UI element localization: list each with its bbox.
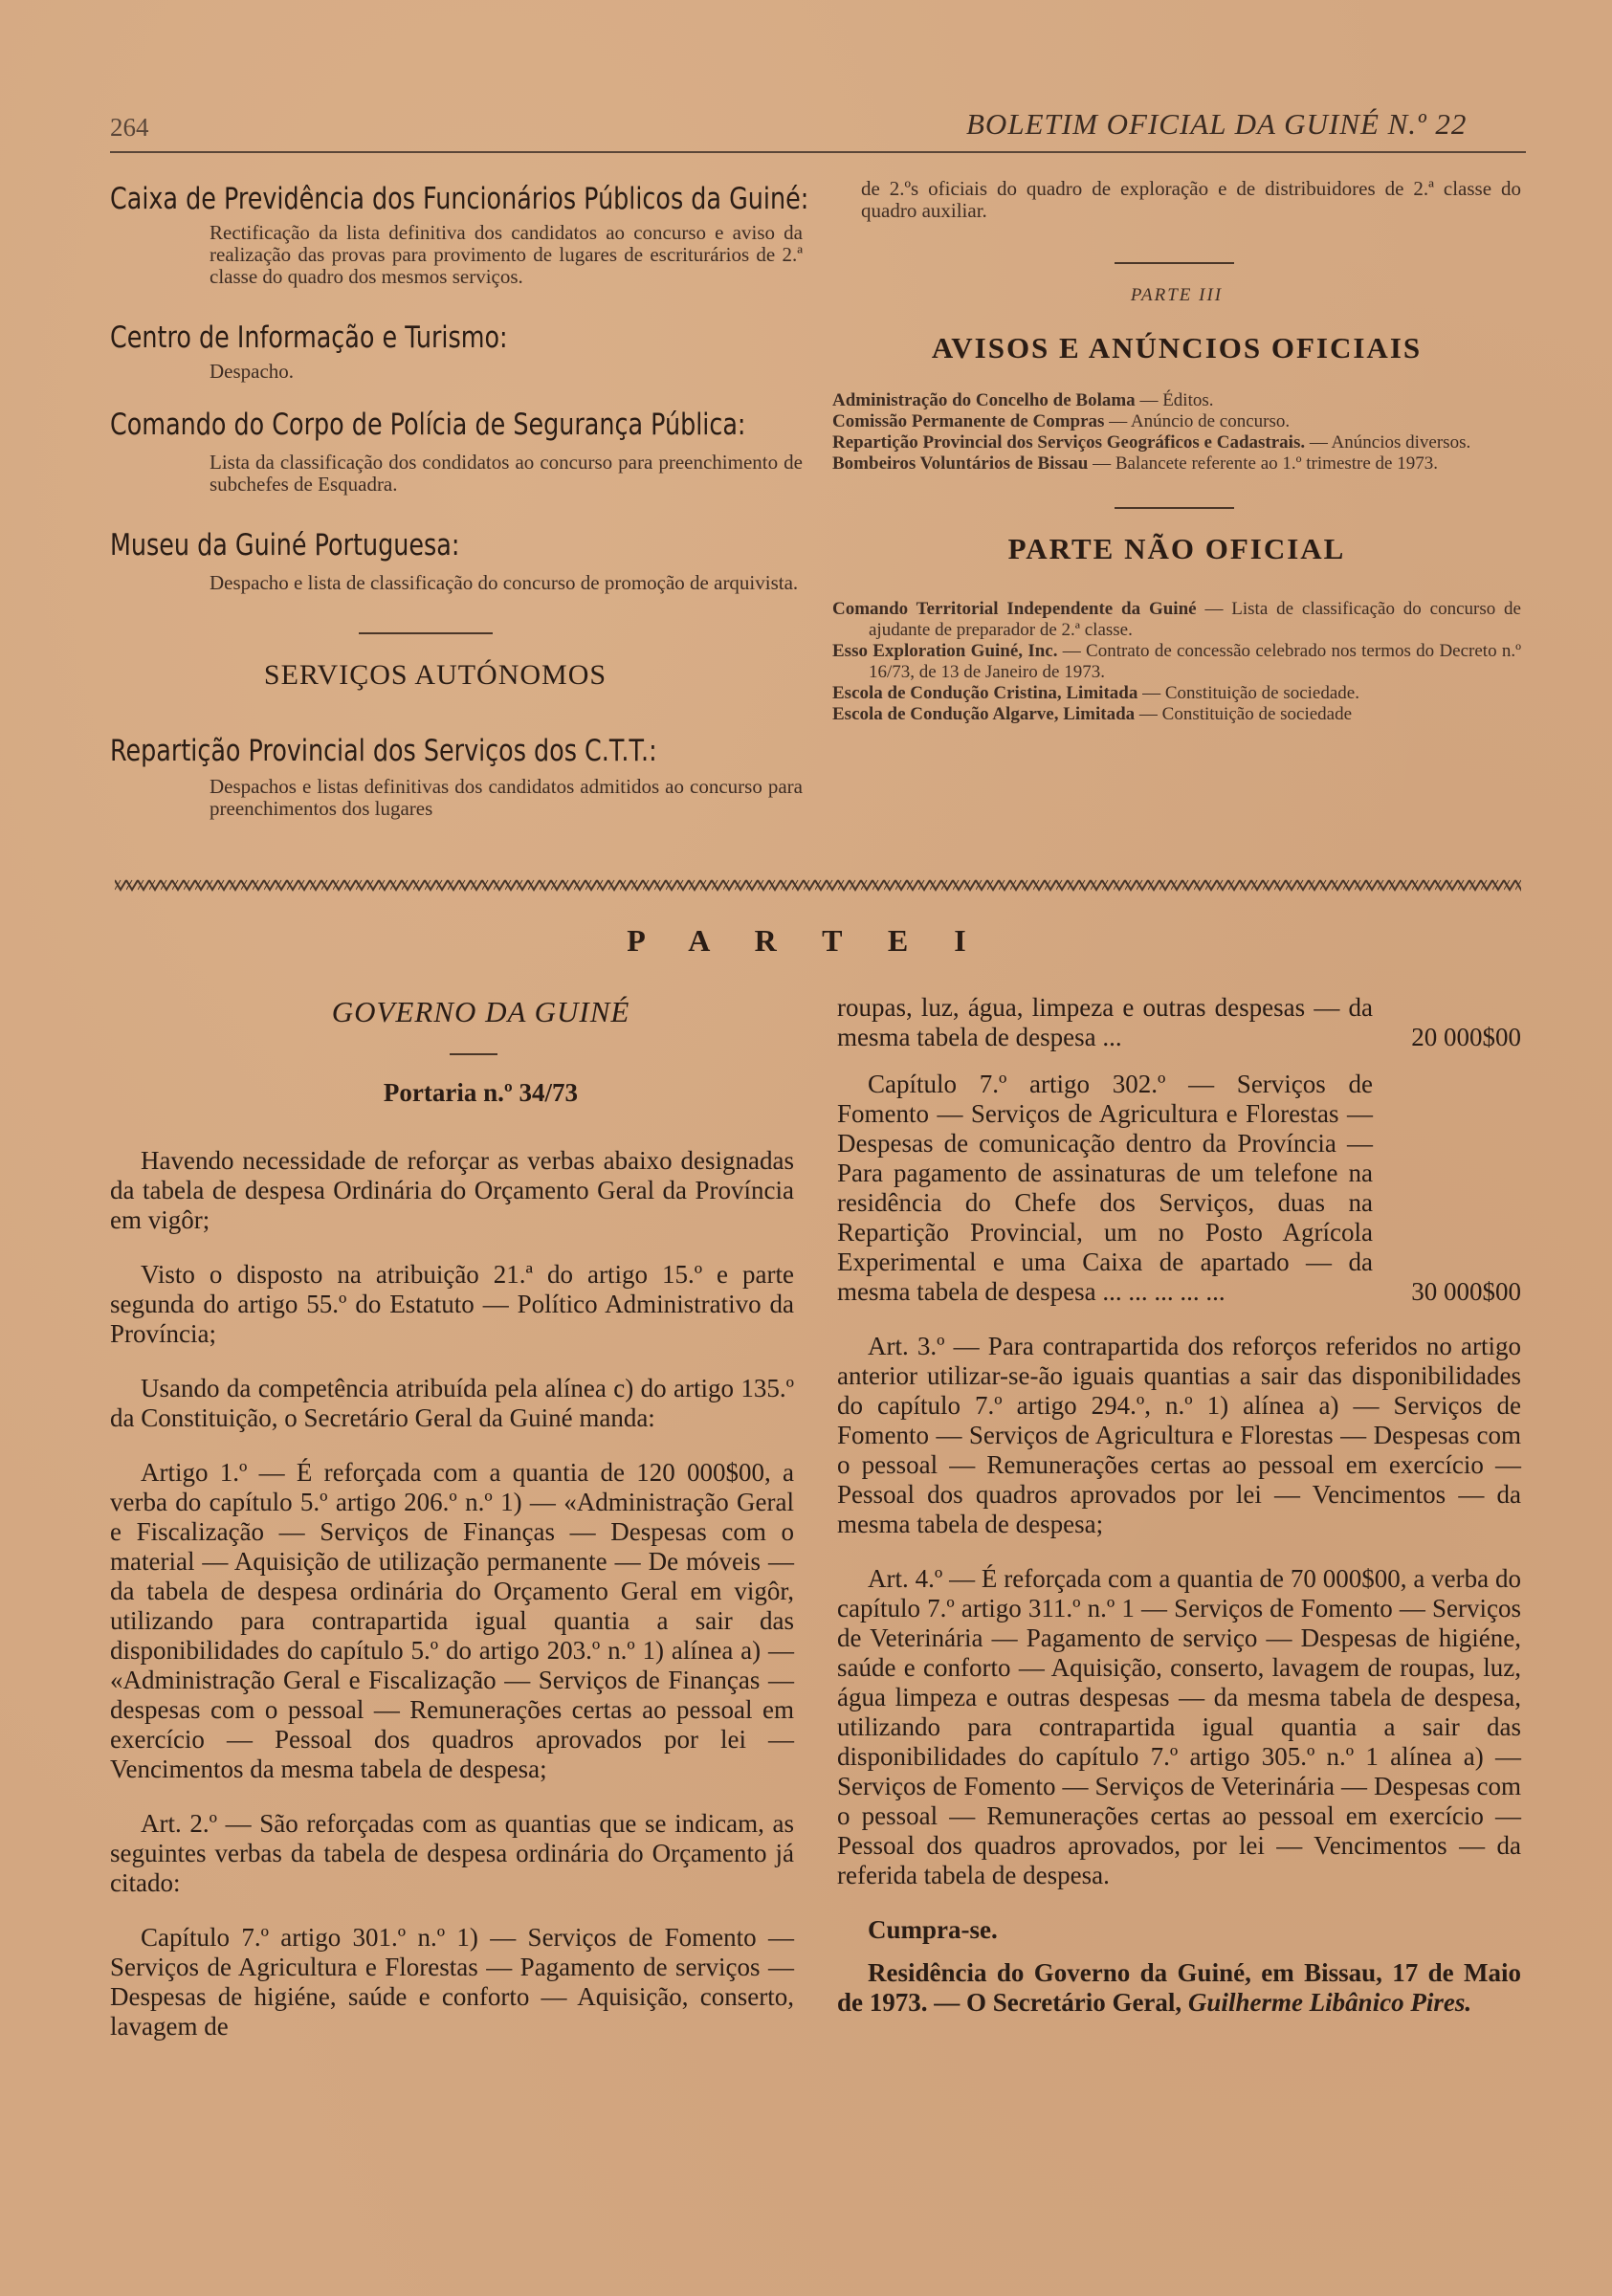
summary-entry-text: Despacho e lista de classificação do concurso de promoção de arquivista. (210, 571, 799, 594)
summary-entry-text: Despacho. (210, 360, 295, 383)
list-item (832, 683, 1521, 704)
list-item (832, 432, 1521, 453)
paragraph: Visto o disposto na atribuição 21.ª do artigo 15.º e parte segunda do artigo 55.º do Estatuto — Político Administrativo da Província; (110, 1260, 794, 1348)
summary-entry-title: Centro de Informação e Turismo: (110, 320, 508, 355)
closing-paragraph (837, 1958, 1521, 2018)
entry-org: Escola de Condução Cristina, Limitada (832, 683, 1138, 703)
publication-title: BOLETIM OFICIAL DA GUINÉ N.º 22 (966, 107, 1468, 141)
budget-line-amount: 20 000$00 (1411, 1023, 1521, 1051)
summary-entry-text: Lista da classificação dos condidatos ao concurso para preenchimento de subchefes de Esquadra. (210, 451, 803, 496)
cumpra-se: Cumpra-se. (868, 1915, 998, 1944)
entry-org: Administração do Concelho de Bolama (832, 390, 1136, 410)
paragraph: Havendo necessidade de reforçar as verbas abaixo designadas da tabela de despesa Ordinária do Orçamento Geral da Província em vigôr; (110, 1146, 794, 1234)
section-divider (359, 632, 493, 634)
signature: Guilherme Libânico Pires. (1187, 1988, 1472, 2017)
page-number: 264 (110, 113, 149, 142)
entry-text: — Éditos. (1135, 390, 1214, 410)
entry-org: Comissão Permanente de Compras (832, 411, 1105, 431)
paragraph: Art. 2.º — São reforçadas com as quantias que se indicam, as seguintes verbas da tabela de despesa ordinária do Orçamento já citado: (110, 1809, 794, 1897)
entry-text: — Lista de classificação do concurso de ajudante de preparador de 2.ª classe. (869, 599, 1521, 640)
section-divider (1115, 507, 1234, 509)
government-title: GOVERNO DA GUINÉ (331, 995, 630, 1028)
section-divider (1115, 262, 1234, 264)
paragraph: Art. 4.º — É reforçada com a quantia de 70 000$00, a verba do capítulo 7.º artigo 311.º n.º 1 — Serviços de Fomento — Serviços de Veterinária — Pagamento de serviço — Despesas de higiéne, saúde e conforto — Aquisição, conserto, lavagem de roupas, luz, água limpeza e outras despesas — da mesma tabela de despesa, utilizando para contrapartida igual quantia a sair das disponibilidades do capítulo 7.º artigo 305.º n.º 1 alínea a) — Serviços de Fomento — Serviços de Veterinária — Despesas com o pessoal — Remunerações certas ao pessoal em exercício — Pessoal dos quadros aprovados, por lei — Vencimentos — da referida tabela de despesa. (837, 1564, 1521, 1889)
paragraph: Usando da competência atribuída pela alínea c) do artigo 135.º da Constituição, o Secretário Geral da Guiné manda: (110, 1374, 794, 1432)
budget-line-amount: 30 000$00 (1411, 1277, 1521, 1306)
entry-org: Esso Exploration Guiné, Inc. (832, 641, 1058, 661)
continuation-text: de 2.ºs oficiais do quadro de exploração e de distribuidores de 2.ª classe do quadro auxiliar. (861, 177, 1521, 222)
budget-line-text: roupas, luz, água, limpeza e outras despesas — da mesma tabela de despesa ... (837, 993, 1373, 1051)
summary-entry-title: Repartição Provincial dos Serviços dos C.T.T.: (110, 734, 657, 768)
budget-line-text: Capítulo 7.º artigo 302.º — Serviços de Fomento — Serviços de Agricultura e Florestas — Despesas de comunicação dentro da Província — Para pagamento de assinaturas de um telefone na residência do Chefe dos Serviços, duas na Repartição Provincial, um no Posto Agrícola Experimental e uma Caixa de apartado — da mesma tabela de despesa ... ... ... ... ... (837, 1070, 1373, 1306)
title-rule (450, 1053, 497, 1055)
entry-org: Bombeiros Voluntários de Bissau (832, 453, 1089, 474)
list-item (832, 599, 1521, 641)
summary-entry-text: Despachos e listas definitivas dos candidatos admitidos ao concurso para preenchimentos dos lugares (210, 775, 803, 820)
closing-text: Residência do Governo da Guiné, em Bissau, 17 de Maio de 1973. — O Secretário Geral, (837, 1958, 1521, 2017)
servicos-autonomos-heading: SERVIÇOS AUTÓNOMOS (263, 659, 607, 691)
ornamental-divider (115, 878, 1521, 892)
summary-right-column (832, 178, 1521, 725)
nao-oficial-list (832, 599, 1521, 725)
entry-org: Escola de Condução Algarve, Limitada (832, 704, 1136, 724)
header-rule (110, 151, 1526, 153)
list-item (832, 411, 1521, 432)
entry-text: — Anúncio de concurso. (1104, 411, 1291, 431)
paragraph: Art. 3.º — Para contrapartida dos reforços referidos no artigo anterior utilizar-se-ão iguais quantias a sair das disponibilidades do capítulo 7.º artigo 294.º, n.º 1) alínea a) — Serviços de Fomento — Serviços de Agricultura e Florestas — Despesas com o pessoal — Remunerações certas ao pessoal em exercício — Pessoal dos quadros aprovados por lei — Vencimentos — da mesma tabela de despesa; (837, 1332, 1521, 1538)
summary-left-column (110, 182, 809, 820)
list-item (832, 390, 1521, 411)
entry-org: Repartição Provincial dos Serviços Geográficos e Cadastrais. (832, 432, 1306, 453)
paragraph: Artigo 1.º — É reforçada com a quantia de 120 000$00, a verba do capítulo 5.º artigo 206.º n.º 1) — «Administração Geral e Fiscalização — Serviços de Finanças — Despesas com o material — Aquisição de utilização permanente — De móveis — da tabela de despesa ordinária do Orçamento Geral em vigôr, utilizando para contrapartida igual quantia a sair das disponibilidades do capítulo 5.º do artigo 203.º n.º 1) alínea a) — «Administração Geral e Fiscalização — Serviços de Finanças — despesas com o pessoal — Remunerações certas ao pessoal em exercício — Pessoal dos quadros aprovados por lei — Vencimentos da mesma tabela de despesa; (110, 1458, 794, 1783)
parte3-label: PARTE III (1130, 285, 1224, 305)
summary-entry-title: Comando do Corpo de Polícia de Segurança Pública: (110, 408, 746, 442)
list-item (832, 704, 1521, 725)
entry-text: — Anúncios diversos. (1305, 432, 1471, 453)
avisos-list (832, 390, 1521, 475)
body-left-column (110, 997, 794, 2066)
entry-org: Comando Territorial Independente da Guiné (832, 599, 1197, 619)
entry-text: — Constituição de sociedade (1135, 704, 1353, 724)
portaria-number: Portaria n.º 34/73 (383, 1078, 579, 1107)
avisos-heading: AVISOS E ANÚNCIOS OFICIAIS (931, 331, 1423, 364)
entry-text: — Contrato de concessão celebrado nos termos do Decreto n.º 16/73, de 13 de Janeiro de 1973. (869, 641, 1521, 682)
list-item (832, 641, 1521, 683)
summary-entry-text: Rectificação da lista definitiva dos candidatos ao concurso e aviso da realização das provas para provimento de lugares de escriturários de 2.ª classe do quadro dos mesmos serviços. (210, 221, 803, 288)
nao-oficial-heading: PARTE NÃO OFICIAL (1007, 532, 1346, 565)
paragraph: Capítulo 7.º artigo 301.º n.º 1) — Serviços de Fomento — Serviços de Agricultura e Florestas — Pagamento de serviços — Despesas de higiéne, saúde e conforto — Aquisição, conserto, lavagem de (110, 1923, 794, 2041)
summary-entry-title: Museu da Guiné Portuguesa: (110, 528, 460, 563)
entry-text: — Balancete referente ao 1.º trimestre de 1973. (1088, 453, 1438, 474)
budget-line (837, 993, 1521, 1052)
ornament-pattern (115, 878, 1521, 892)
body-right-column (837, 993, 1521, 2042)
parte-i-heading: P A R T E I (627, 923, 985, 958)
summary-entry-title: Caixa de Previdência dos Funcionários Públicos da Guiné: (110, 182, 809, 216)
entry-text: — Constituição de sociedade. (1137, 683, 1359, 703)
list-item (832, 453, 1521, 475)
budget-line (837, 1070, 1521, 1307)
